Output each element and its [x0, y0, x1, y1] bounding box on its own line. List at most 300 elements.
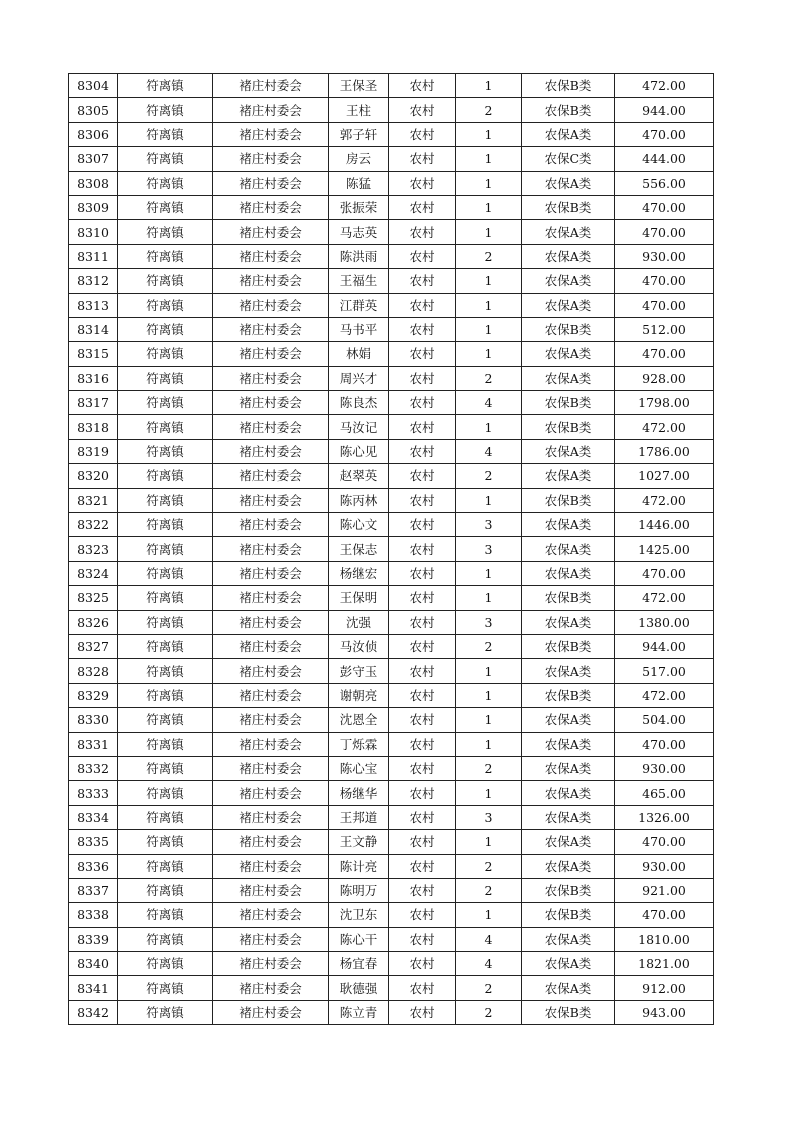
cell-amount: 470.00	[615, 342, 714, 366]
cell-area: 农村	[389, 708, 456, 732]
cell-category: 农保B类	[522, 317, 615, 341]
cell-committee: 褚庄村委会	[213, 952, 329, 976]
table-row	[69, 732, 714, 756]
cell-amount: 470.00	[615, 293, 714, 317]
cell-amount: 1821.00	[615, 952, 714, 976]
cell-town: 符离镇	[118, 903, 213, 927]
cell-town: 符离镇	[118, 391, 213, 415]
cell-category: 农保A类	[522, 171, 615, 195]
cell-area: 农村	[389, 244, 456, 268]
cell-town: 符离镇	[118, 781, 213, 805]
cell-count: 1	[456, 147, 522, 171]
cell-amount: 1798.00	[615, 391, 714, 415]
cell-category: 农保A类	[522, 513, 615, 537]
cell-name: 王柱	[329, 98, 389, 122]
cell-id: 8328	[69, 659, 118, 683]
cell-area: 农村	[389, 513, 456, 537]
cell-area: 农村	[389, 976, 456, 1000]
cell-name: 马汝侦	[329, 634, 389, 658]
cell-count: 1	[456, 781, 522, 805]
cell-committee: 褚庄村委会	[213, 171, 329, 195]
cell-committee: 褚庄村委会	[213, 244, 329, 268]
cell-name: 丁烁霖	[329, 732, 389, 756]
cell-area: 农村	[389, 805, 456, 829]
cell-area: 农村	[389, 415, 456, 439]
table-row	[69, 659, 714, 683]
cell-category: 农保A类	[522, 830, 615, 854]
cell-category: 农保A类	[522, 439, 615, 463]
cell-count: 3	[456, 805, 522, 829]
cell-count: 2	[456, 464, 522, 488]
cell-town: 符离镇	[118, 244, 213, 268]
cell-committee: 褚庄村委会	[213, 878, 329, 902]
cell-name: 郭子轩	[329, 122, 389, 146]
cell-amount: 470.00	[615, 732, 714, 756]
cell-count: 3	[456, 537, 522, 561]
table-row	[69, 293, 714, 317]
cell-name: 王福生	[329, 269, 389, 293]
cell-committee: 褚庄村委会	[213, 439, 329, 463]
cell-category: 农保A类	[522, 659, 615, 683]
cell-area: 农村	[389, 634, 456, 658]
cell-name: 赵翠英	[329, 464, 389, 488]
cell-area: 农村	[389, 220, 456, 244]
cell-category: 农保A类	[522, 610, 615, 634]
cell-committee: 褚庄村委会	[213, 415, 329, 439]
cell-amount: 472.00	[615, 415, 714, 439]
cell-amount: 921.00	[615, 878, 714, 902]
cell-name: 马志英	[329, 220, 389, 244]
cell-committee: 褚庄村委会	[213, 513, 329, 537]
cell-category: 农保A类	[522, 122, 615, 146]
cell-id: 8322	[69, 513, 118, 537]
cell-town: 符离镇	[118, 1000, 213, 1024]
cell-area: 农村	[389, 781, 456, 805]
cell-area: 农村	[389, 342, 456, 366]
cell-name: 杨继华	[329, 781, 389, 805]
cell-committee: 褚庄村委会	[213, 74, 329, 98]
cell-amount: 470.00	[615, 830, 714, 854]
cell-category: 农保B类	[522, 98, 615, 122]
cell-committee: 褚庄村委会	[213, 220, 329, 244]
table-row	[69, 391, 714, 415]
cell-category: 农保A类	[522, 927, 615, 951]
cell-amount: 944.00	[615, 98, 714, 122]
cell-count: 1	[456, 74, 522, 98]
table-row	[69, 683, 714, 707]
cell-count: 2	[456, 878, 522, 902]
cell-amount: 470.00	[615, 220, 714, 244]
cell-amount: 930.00	[615, 756, 714, 780]
cell-name: 彭守玉	[329, 659, 389, 683]
cell-town: 符离镇	[118, 293, 213, 317]
cell-amount: 470.00	[615, 561, 714, 585]
cell-area: 农村	[389, 171, 456, 195]
table-row	[69, 756, 714, 780]
cell-name: 王保明	[329, 586, 389, 610]
cell-amount: 472.00	[615, 586, 714, 610]
cell-name: 耿德强	[329, 976, 389, 1000]
table-row	[69, 805, 714, 829]
cell-category: 农保A类	[522, 708, 615, 732]
cell-count: 2	[456, 976, 522, 1000]
cell-area: 农村	[389, 195, 456, 219]
cell-id: 8339	[69, 927, 118, 951]
cell-committee: 褚庄村委会	[213, 708, 329, 732]
cell-committee: 褚庄村委会	[213, 830, 329, 854]
cell-town: 符离镇	[118, 927, 213, 951]
cell-town: 符离镇	[118, 659, 213, 683]
table-row	[69, 464, 714, 488]
cell-name: 王文静	[329, 830, 389, 854]
cell-id: 8340	[69, 952, 118, 976]
cell-amount: 1810.00	[615, 927, 714, 951]
cell-count: 4	[456, 927, 522, 951]
cell-town: 符离镇	[118, 122, 213, 146]
cell-amount: 1425.00	[615, 537, 714, 561]
cell-town: 符离镇	[118, 74, 213, 98]
cell-id: 8332	[69, 756, 118, 780]
cell-count: 1	[456, 269, 522, 293]
cell-id: 8311	[69, 244, 118, 268]
table-row	[69, 171, 714, 195]
cell-id: 8323	[69, 537, 118, 561]
cell-committee: 褚庄村委会	[213, 805, 329, 829]
cell-committee: 褚庄村委会	[213, 269, 329, 293]
cell-category: 农保B类	[522, 878, 615, 902]
cell-name: 王保志	[329, 537, 389, 561]
cell-area: 农村	[389, 830, 456, 854]
cell-amount: 470.00	[615, 195, 714, 219]
cell-category: 农保A类	[522, 269, 615, 293]
cell-town: 符离镇	[118, 952, 213, 976]
cell-name: 江群英	[329, 293, 389, 317]
cell-town: 符离镇	[118, 561, 213, 585]
cell-committee: 褚庄村委会	[213, 781, 329, 805]
cell-area: 农村	[389, 293, 456, 317]
cell-town: 符离镇	[118, 317, 213, 341]
cell-category: 农保B类	[522, 391, 615, 415]
cell-committee: 褚庄村委会	[213, 927, 329, 951]
cell-area: 农村	[389, 391, 456, 415]
cell-category: 农保A类	[522, 342, 615, 366]
cell-amount: 470.00	[615, 269, 714, 293]
cell-name: 陈心宝	[329, 756, 389, 780]
cell-count: 1	[456, 586, 522, 610]
cell-count: 4	[456, 952, 522, 976]
cell-town: 符离镇	[118, 439, 213, 463]
cell-area: 农村	[389, 756, 456, 780]
cell-count: 1	[456, 683, 522, 707]
cell-id: 8329	[69, 683, 118, 707]
cell-count: 1	[456, 171, 522, 195]
cell-area: 农村	[389, 952, 456, 976]
cell-committee: 褚庄村委会	[213, 317, 329, 341]
cell-name: 陈心干	[329, 927, 389, 951]
table-row	[69, 708, 714, 732]
cell-category: 农保B类	[522, 488, 615, 512]
cell-id: 8315	[69, 342, 118, 366]
cell-amount: 470.00	[615, 122, 714, 146]
cell-count: 2	[456, 366, 522, 390]
table-row	[69, 366, 714, 390]
cell-category: 农保A类	[522, 805, 615, 829]
cell-committee: 褚庄村委会	[213, 391, 329, 415]
cell-amount: 944.00	[615, 634, 714, 658]
cell-id: 8324	[69, 561, 118, 585]
table-row	[69, 269, 714, 293]
cell-amount: 472.00	[615, 683, 714, 707]
cell-committee: 褚庄村委会	[213, 732, 329, 756]
cell-amount: 912.00	[615, 976, 714, 1000]
cell-category: 农保B类	[522, 415, 615, 439]
table-row	[69, 537, 714, 561]
cell-category: 农保A类	[522, 293, 615, 317]
cell-count: 1	[456, 488, 522, 512]
cell-area: 农村	[389, 586, 456, 610]
cell-name: 陈洪雨	[329, 244, 389, 268]
cell-town: 符离镇	[118, 415, 213, 439]
cell-category: 农保C类	[522, 147, 615, 171]
cell-town: 符离镇	[118, 342, 213, 366]
cell-id: 8312	[69, 269, 118, 293]
cell-town: 符离镇	[118, 732, 213, 756]
cell-id: 8337	[69, 878, 118, 902]
cell-count: 3	[456, 513, 522, 537]
cell-area: 农村	[389, 537, 456, 561]
cell-name: 沈恩全	[329, 708, 389, 732]
cell-town: 符离镇	[118, 220, 213, 244]
cell-area: 农村	[389, 439, 456, 463]
table-row	[69, 878, 714, 902]
cell-committee: 褚庄村委会	[213, 683, 329, 707]
table-row	[69, 586, 714, 610]
cell-town: 符离镇	[118, 147, 213, 171]
cell-count: 1	[456, 293, 522, 317]
cell-town: 符离镇	[118, 366, 213, 390]
cell-category: 农保B类	[522, 634, 615, 658]
cell-town: 符离镇	[118, 537, 213, 561]
cell-id: 8318	[69, 415, 118, 439]
cell-count: 1	[456, 342, 522, 366]
cell-id: 8310	[69, 220, 118, 244]
cell-committee: 褚庄村委会	[213, 634, 329, 658]
cell-area: 农村	[389, 317, 456, 341]
cell-id: 8327	[69, 634, 118, 658]
cell-name: 房云	[329, 147, 389, 171]
cell-id: 8317	[69, 391, 118, 415]
cell-town: 符离镇	[118, 98, 213, 122]
cell-amount: 928.00	[615, 366, 714, 390]
cell-id: 8309	[69, 195, 118, 219]
cell-category: 农保B类	[522, 74, 615, 98]
cell-town: 符离镇	[118, 878, 213, 902]
cell-town: 符离镇	[118, 610, 213, 634]
cell-name: 陈心见	[329, 439, 389, 463]
cell-area: 农村	[389, 927, 456, 951]
cell-name: 周兴才	[329, 366, 389, 390]
cell-committee: 褚庄村委会	[213, 537, 329, 561]
cell-area: 农村	[389, 147, 456, 171]
table-row	[69, 903, 714, 927]
cell-id: 8314	[69, 317, 118, 341]
cell-town: 符离镇	[118, 464, 213, 488]
cell-name: 陈明万	[329, 878, 389, 902]
cell-amount: 1786.00	[615, 439, 714, 463]
cell-town: 符离镇	[118, 683, 213, 707]
cell-count: 4	[456, 439, 522, 463]
cell-id: 8336	[69, 854, 118, 878]
cell-name: 林娟	[329, 342, 389, 366]
cell-count: 1	[456, 708, 522, 732]
cell-count: 1	[456, 903, 522, 927]
cell-committee: 褚庄村委会	[213, 903, 329, 927]
cell-amount: 444.00	[615, 147, 714, 171]
table-row	[69, 513, 714, 537]
cell-committee: 褚庄村委会	[213, 976, 329, 1000]
cell-area: 农村	[389, 269, 456, 293]
cell-area: 农村	[389, 122, 456, 146]
cell-committee: 褚庄村委会	[213, 586, 329, 610]
cell-committee: 褚庄村委会	[213, 610, 329, 634]
cell-id: 8335	[69, 830, 118, 854]
cell-amount: 517.00	[615, 659, 714, 683]
table-row	[69, 317, 714, 341]
cell-area: 农村	[389, 683, 456, 707]
cell-town: 符离镇	[118, 195, 213, 219]
table-row	[69, 415, 714, 439]
cell-name: 王邦道	[329, 805, 389, 829]
cell-amount: 930.00	[615, 244, 714, 268]
cell-amount: 1326.00	[615, 805, 714, 829]
cell-id: 8321	[69, 488, 118, 512]
table-row	[69, 561, 714, 585]
cell-amount: 465.00	[615, 781, 714, 805]
cell-committee: 褚庄村委会	[213, 195, 329, 219]
cell-category: 农保A类	[522, 537, 615, 561]
cell-category: 农保B类	[522, 1000, 615, 1024]
table-row	[69, 927, 714, 951]
cell-id: 8305	[69, 98, 118, 122]
cell-count: 2	[456, 854, 522, 878]
table-row	[69, 610, 714, 634]
cell-id: 8313	[69, 293, 118, 317]
cell-committee: 褚庄村委会	[213, 293, 329, 317]
table-row	[69, 195, 714, 219]
cell-count: 2	[456, 756, 522, 780]
cell-area: 农村	[389, 366, 456, 390]
cell-category: 农保A类	[522, 756, 615, 780]
cell-id: 8331	[69, 732, 118, 756]
table-row	[69, 74, 714, 98]
cell-category: 农保A类	[522, 952, 615, 976]
cell-count: 1	[456, 415, 522, 439]
cell-town: 符离镇	[118, 756, 213, 780]
cell-count: 1	[456, 830, 522, 854]
cell-name: 陈计亮	[329, 854, 389, 878]
cell-count: 1	[456, 195, 522, 219]
cell-committee: 褚庄村委会	[213, 854, 329, 878]
cell-area: 农村	[389, 732, 456, 756]
cell-amount: 1446.00	[615, 513, 714, 537]
table-row	[69, 439, 714, 463]
cell-category: 农保A类	[522, 732, 615, 756]
table-row	[69, 98, 714, 122]
cell-category: 农保B类	[522, 195, 615, 219]
cell-amount: 472.00	[615, 488, 714, 512]
cell-area: 农村	[389, 1000, 456, 1024]
cell-committee: 褚庄村委会	[213, 488, 329, 512]
table-row	[69, 220, 714, 244]
table-row	[69, 781, 714, 805]
cell-amount: 930.00	[615, 854, 714, 878]
cell-area: 农村	[389, 659, 456, 683]
cell-id: 8341	[69, 976, 118, 1000]
cell-id: 8338	[69, 903, 118, 927]
cell-count: 2	[456, 1000, 522, 1024]
cell-category: 农保B类	[522, 586, 615, 610]
table-row	[69, 342, 714, 366]
cell-area: 农村	[389, 488, 456, 512]
cell-name: 沈卫东	[329, 903, 389, 927]
cell-area: 农村	[389, 854, 456, 878]
table-row	[69, 1000, 714, 1024]
cell-committee: 褚庄村委会	[213, 147, 329, 171]
cell-committee: 褚庄村委会	[213, 659, 329, 683]
cell-name: 陈猛	[329, 171, 389, 195]
cell-name: 王保圣	[329, 74, 389, 98]
cell-id: 8334	[69, 805, 118, 829]
cell-amount: 504.00	[615, 708, 714, 732]
cell-amount: 1380.00	[615, 610, 714, 634]
cell-name: 杨继宏	[329, 561, 389, 585]
cell-committee: 褚庄村委会	[213, 464, 329, 488]
cell-id: 8326	[69, 610, 118, 634]
cell-id: 8325	[69, 586, 118, 610]
cell-committee: 褚庄村委会	[213, 122, 329, 146]
cell-amount: 472.00	[615, 74, 714, 98]
cell-count: 1	[456, 732, 522, 756]
cell-town: 符离镇	[118, 171, 213, 195]
cell-town: 符离镇	[118, 976, 213, 1000]
cell-area: 农村	[389, 610, 456, 634]
cell-name: 谢朝亮	[329, 683, 389, 707]
cell-amount: 470.00	[615, 903, 714, 927]
cell-id: 8316	[69, 366, 118, 390]
cell-id: 8306	[69, 122, 118, 146]
cell-committee: 褚庄村委会	[213, 756, 329, 780]
cell-town: 符离镇	[118, 805, 213, 829]
table-row	[69, 634, 714, 658]
cell-name: 马书平	[329, 317, 389, 341]
table-row	[69, 976, 714, 1000]
cell-committee: 褚庄村委会	[213, 366, 329, 390]
cell-id: 8320	[69, 464, 118, 488]
cell-category: 农保A类	[522, 976, 615, 1000]
cell-count: 3	[456, 610, 522, 634]
cell-id: 8319	[69, 439, 118, 463]
cell-town: 符离镇	[118, 513, 213, 537]
cell-amount: 943.00	[615, 1000, 714, 1024]
benefit-table	[68, 73, 714, 1025]
table-row	[69, 147, 714, 171]
cell-area: 农村	[389, 98, 456, 122]
cell-count: 1	[456, 122, 522, 146]
cell-count: 2	[456, 98, 522, 122]
cell-id: 8333	[69, 781, 118, 805]
cell-town: 符离镇	[118, 854, 213, 878]
cell-count: 4	[456, 391, 522, 415]
